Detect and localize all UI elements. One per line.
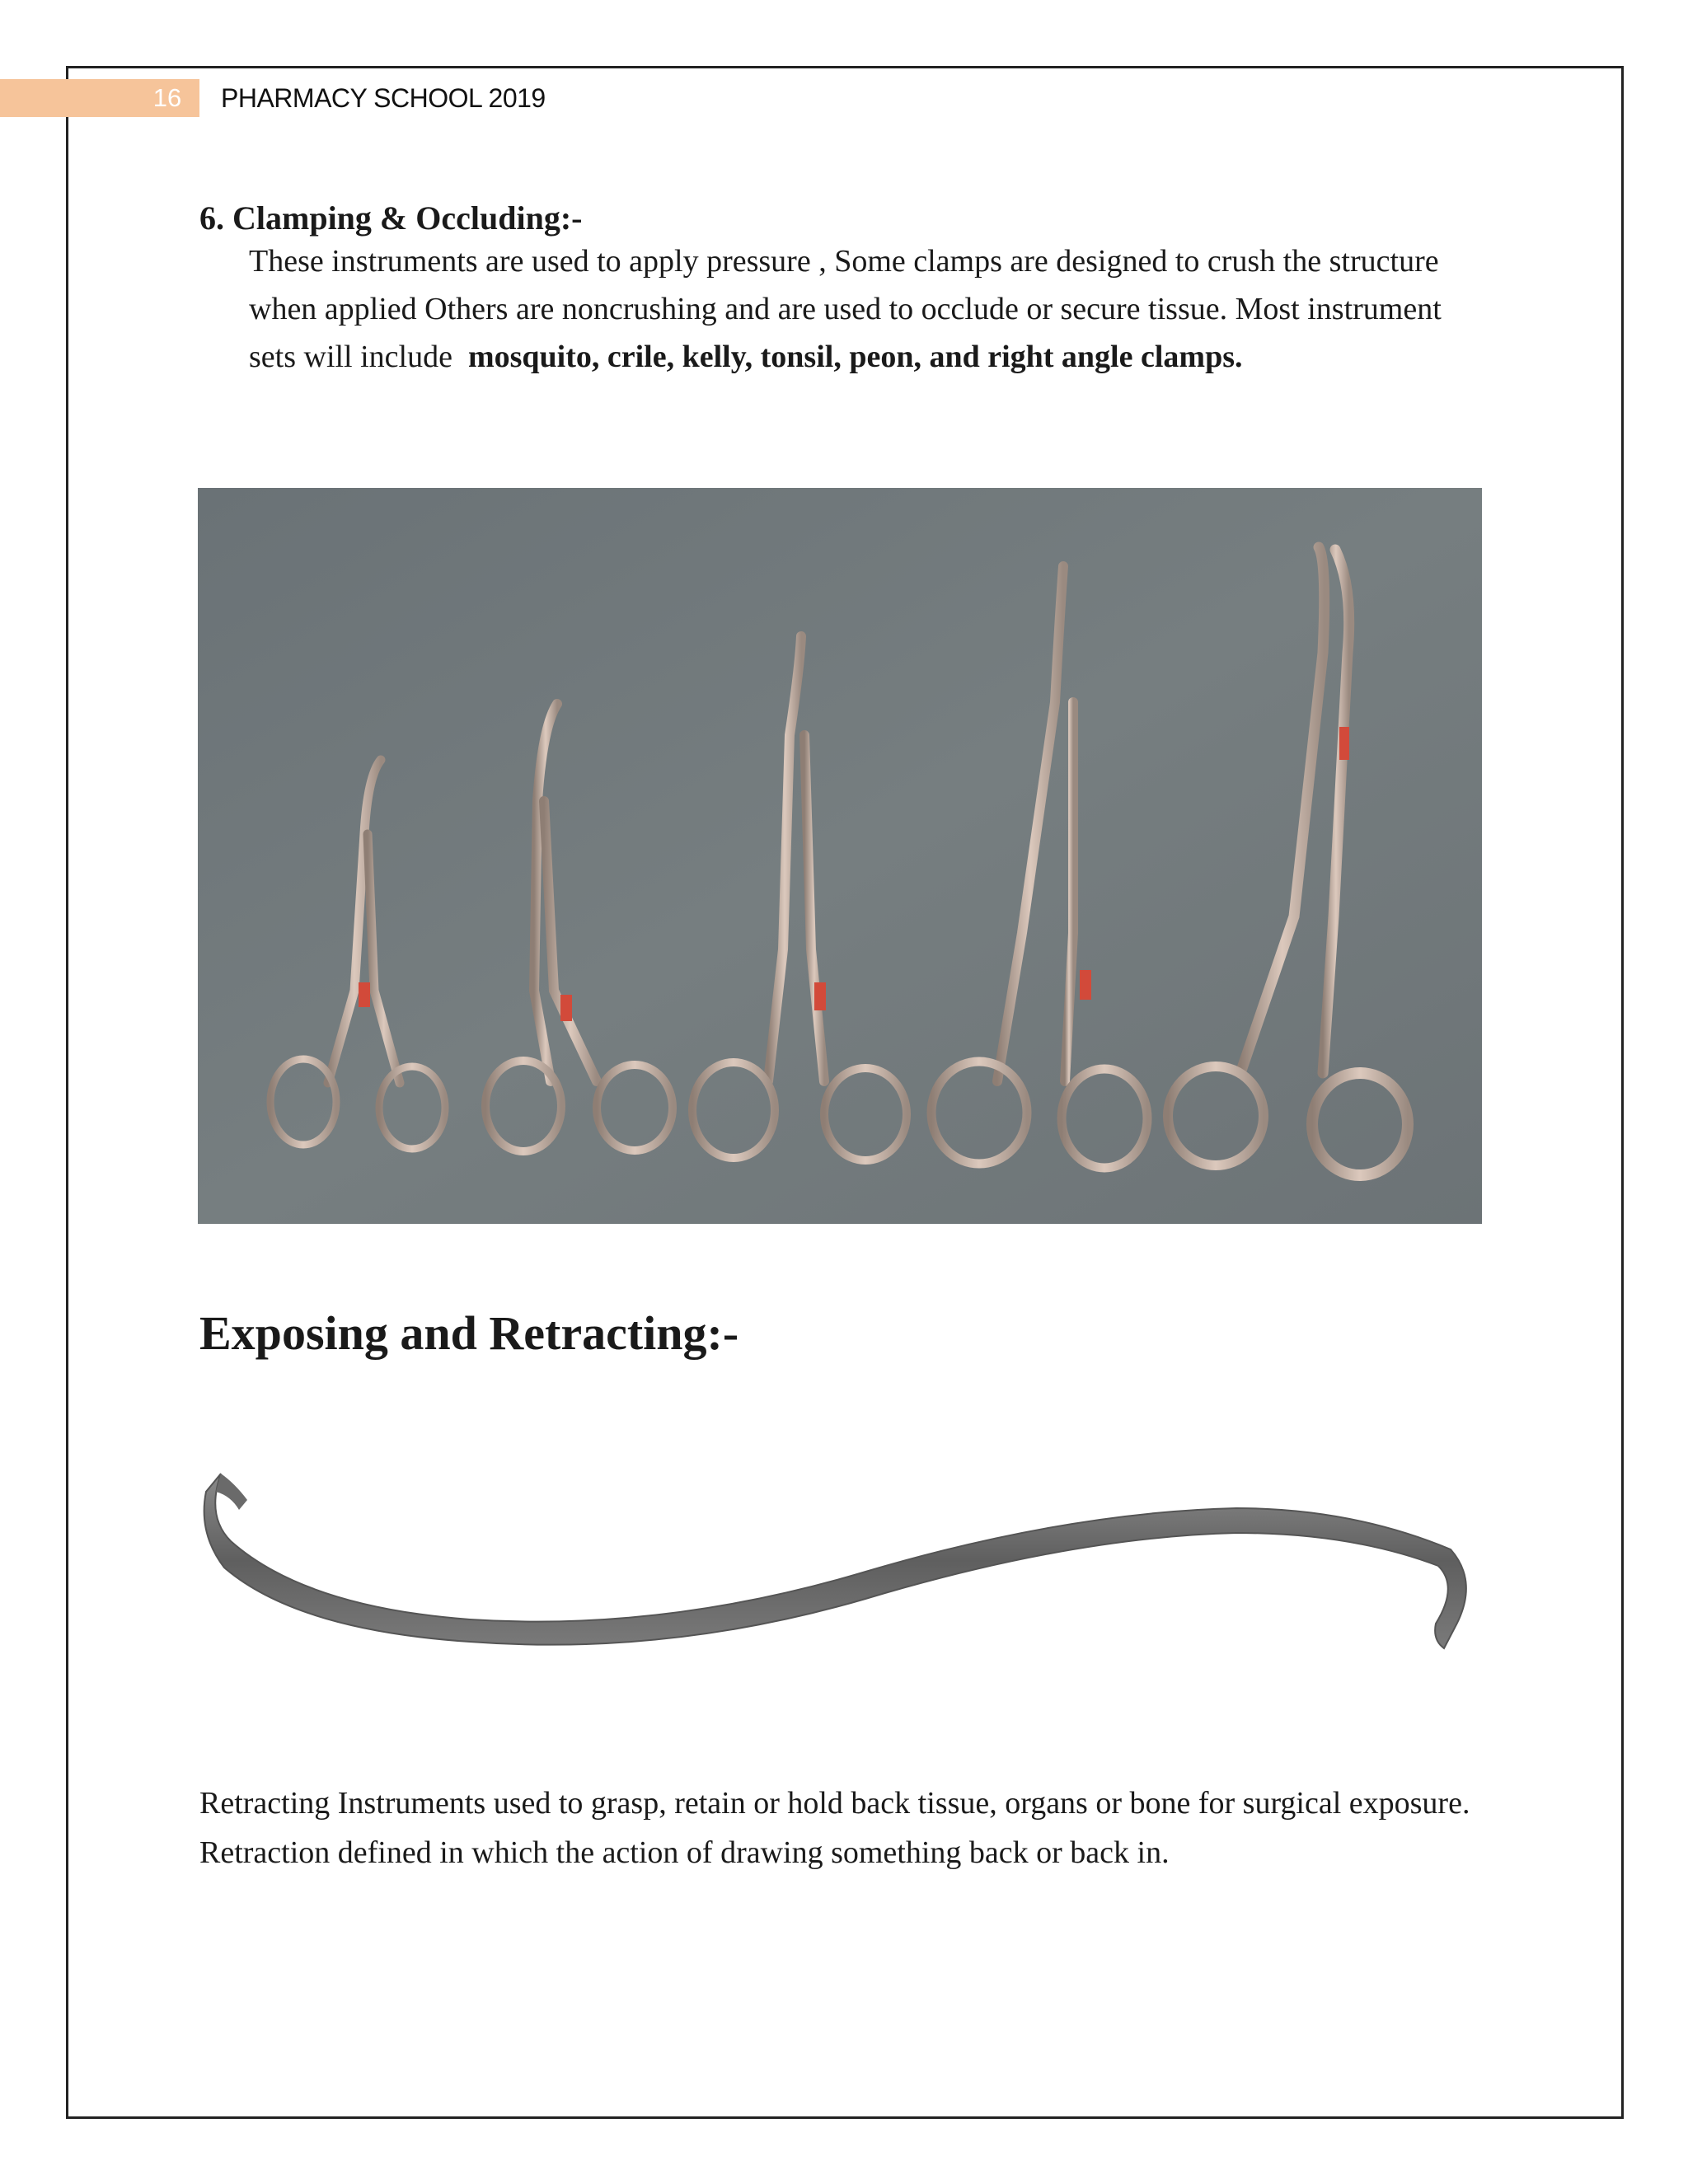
retracting-paragraph: Retracting Instruments used to grasp, retain or hold back tissue, organs or bone for surgical exposure. Retraction defined in which the action of drawing something back or back in. bbox=[199, 1786, 1470, 1870]
clamping-section-heading: 6. Clamping & Occluding:- bbox=[199, 199, 583, 237]
hemostat-clamps-photo bbox=[198, 488, 1482, 1224]
ribbon-retractor-photo bbox=[198, 1451, 1482, 1690]
clamp-types-list: mosquito, crile, kelly, tonsil, peon, and right angle clamps. bbox=[467, 340, 1243, 374]
page-number: 16 bbox=[152, 83, 182, 112]
clamping-paragraph-text: These instruments are used to apply pressure , Some clamps are designed to crush the structure when applied Others are noncrushing and are used to occlude or secure tissue. Most instrument sets will include bbox=[249, 244, 1442, 374]
retracting-section-heading: Exposing and Retracting:- bbox=[199, 1306, 739, 1360]
running-header-title: PHARMACY SCHOOL 2019 bbox=[221, 83, 546, 113]
clamping-paragraph bbox=[249, 237, 1485, 381]
